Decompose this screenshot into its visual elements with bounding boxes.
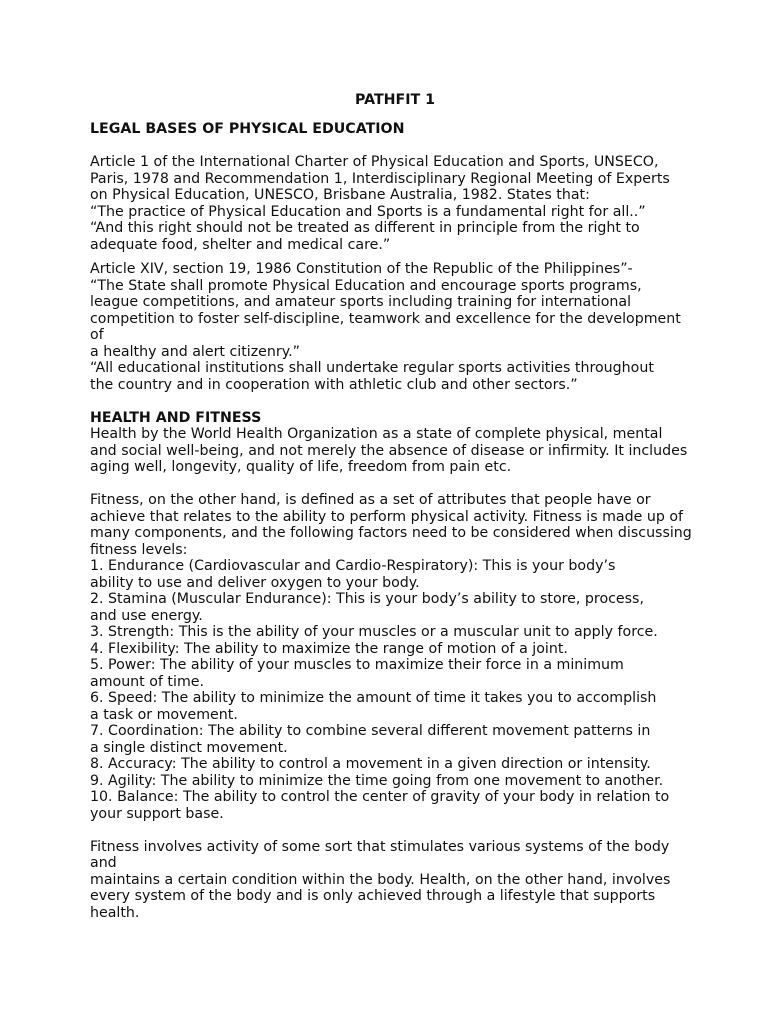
document-page (90, 92, 690, 921)
paragraph-constitution (90, 261, 690, 393)
text-line: Fitness, on the other hand, is defined as a set of attributes that people have or (90, 492, 651, 508)
text-line: maintains a certain condition within the body. Health, on the other hand, involves (90, 871, 671, 888)
text-line: Health by the World Health Organization as a state of complete physical, mental (90, 426, 663, 442)
document-title: PATHFIT 1 (355, 92, 435, 108)
paragraph-health-definition (90, 426, 690, 476)
text-line: adequate food, shelter and medical care.” (90, 236, 391, 253)
list-item: 7. Coordination: The ability to combine several different movement patterns in (90, 723, 651, 739)
list-item: 3. Strength: This is the ability of your muscles or a muscular unit to apply force. (90, 624, 658, 640)
paragraph-unesco-charter (90, 154, 690, 253)
text-line: every system of the body and is only achieved through a lifestyle that supports (90, 888, 656, 904)
paragraph-fitness-vs-health (90, 839, 690, 922)
text-line: “The practice of Physical Education and Sports is a fundamental right for all..” (90, 203, 646, 220)
text-line: “And this right should not be treated as different in principle from the right to (90, 220, 640, 236)
list-item: 8. Accuracy: The ability to control a movement in a given direction or intensity. (90, 756, 651, 772)
list-item: 6. Speed: The ability to minimize the amount of time it takes you to accomplish (90, 690, 657, 706)
text-line: Article 1 of the International Charter of Physical Education and Sports, UNSECO, (90, 154, 659, 170)
text-line: on Physical Education, UNESCO, Brisbane Australia, 1982. States that: (90, 187, 590, 203)
section-heading-legal-bases: LEGAL BASES OF PHYSICAL EDUCATION (90, 121, 405, 137)
text-line: Fitness involves activity of some sort that stimulates various systems of the body (90, 838, 670, 855)
list-item: 2. Stamina (Muscular Endurance): This is your body’s ability to store, process, (90, 591, 644, 607)
list-item: amount of time. (90, 673, 204, 690)
list-item: your support base. (90, 805, 224, 822)
list-item: a task or movement. (90, 706, 238, 723)
text-line: “All educational institutions shall undertake regular sports activities throughout (90, 360, 654, 376)
text-line: league competitions, and amateur sports including training for international (90, 294, 632, 310)
paragraph-fitness-components (90, 492, 690, 822)
list-item: 10. Balance: The ability to control the center of gravity of your body in relation to (90, 789, 670, 805)
text-line: “The State shall promote Physical Education and encourage sports programs, (90, 277, 642, 294)
list-item: and use energy. (90, 607, 203, 624)
text-line: Paris, 1978 and Recommendation 1, Interdisciplinary Regional Meeting of Experts (90, 170, 670, 187)
text-line: Article XIV, section 19, 1986 Constitution of the Republic of the Philippines”- (90, 261, 633, 277)
text-line: a healthy and alert citizenry.” (90, 343, 300, 360)
list-item: ability to use and deliver oxygen to your body. (90, 574, 420, 591)
list-item: a single distinct movement. (90, 739, 288, 756)
list-item: 1. Endurance (Cardiovascular and Cardio-Respiratory): This is your body’s (90, 558, 616, 574)
list-item: 4. Flexibility: The ability to maximize the range of motion of a joint. (90, 640, 568, 657)
list-item: 5. Power: The ability of your muscles to maximize their force in a minimum (90, 657, 624, 673)
text-line: achieve that relates to the ability to perform physical activity. Fitness is made up of (90, 508, 684, 525)
text-line: health. (90, 904, 140, 921)
text-line: and social well-being, and not merely the absence of disease or infirmity. It includes (90, 442, 688, 459)
text-line: many components, and the following factors need to be considered when discussing (90, 525, 692, 541)
text-line: aging well, longevity, quality of life, freedom from pain etc. (90, 459, 512, 475)
section-heading-health-fitness: HEALTH AND FITNESS (90, 409, 262, 426)
text-line: fitness levels: (90, 541, 188, 558)
text-line: and (90, 855, 117, 871)
text-line: competition to foster self-discipline, teamwork and excellence for the development (90, 310, 681, 327)
text-line: of (90, 327, 104, 343)
text-line: the country and in cooperation with athletic club and other sectors.” (90, 376, 578, 393)
list-item: 9. Agility: The ability to minimize the time going from one movement to another. (90, 772, 664, 789)
